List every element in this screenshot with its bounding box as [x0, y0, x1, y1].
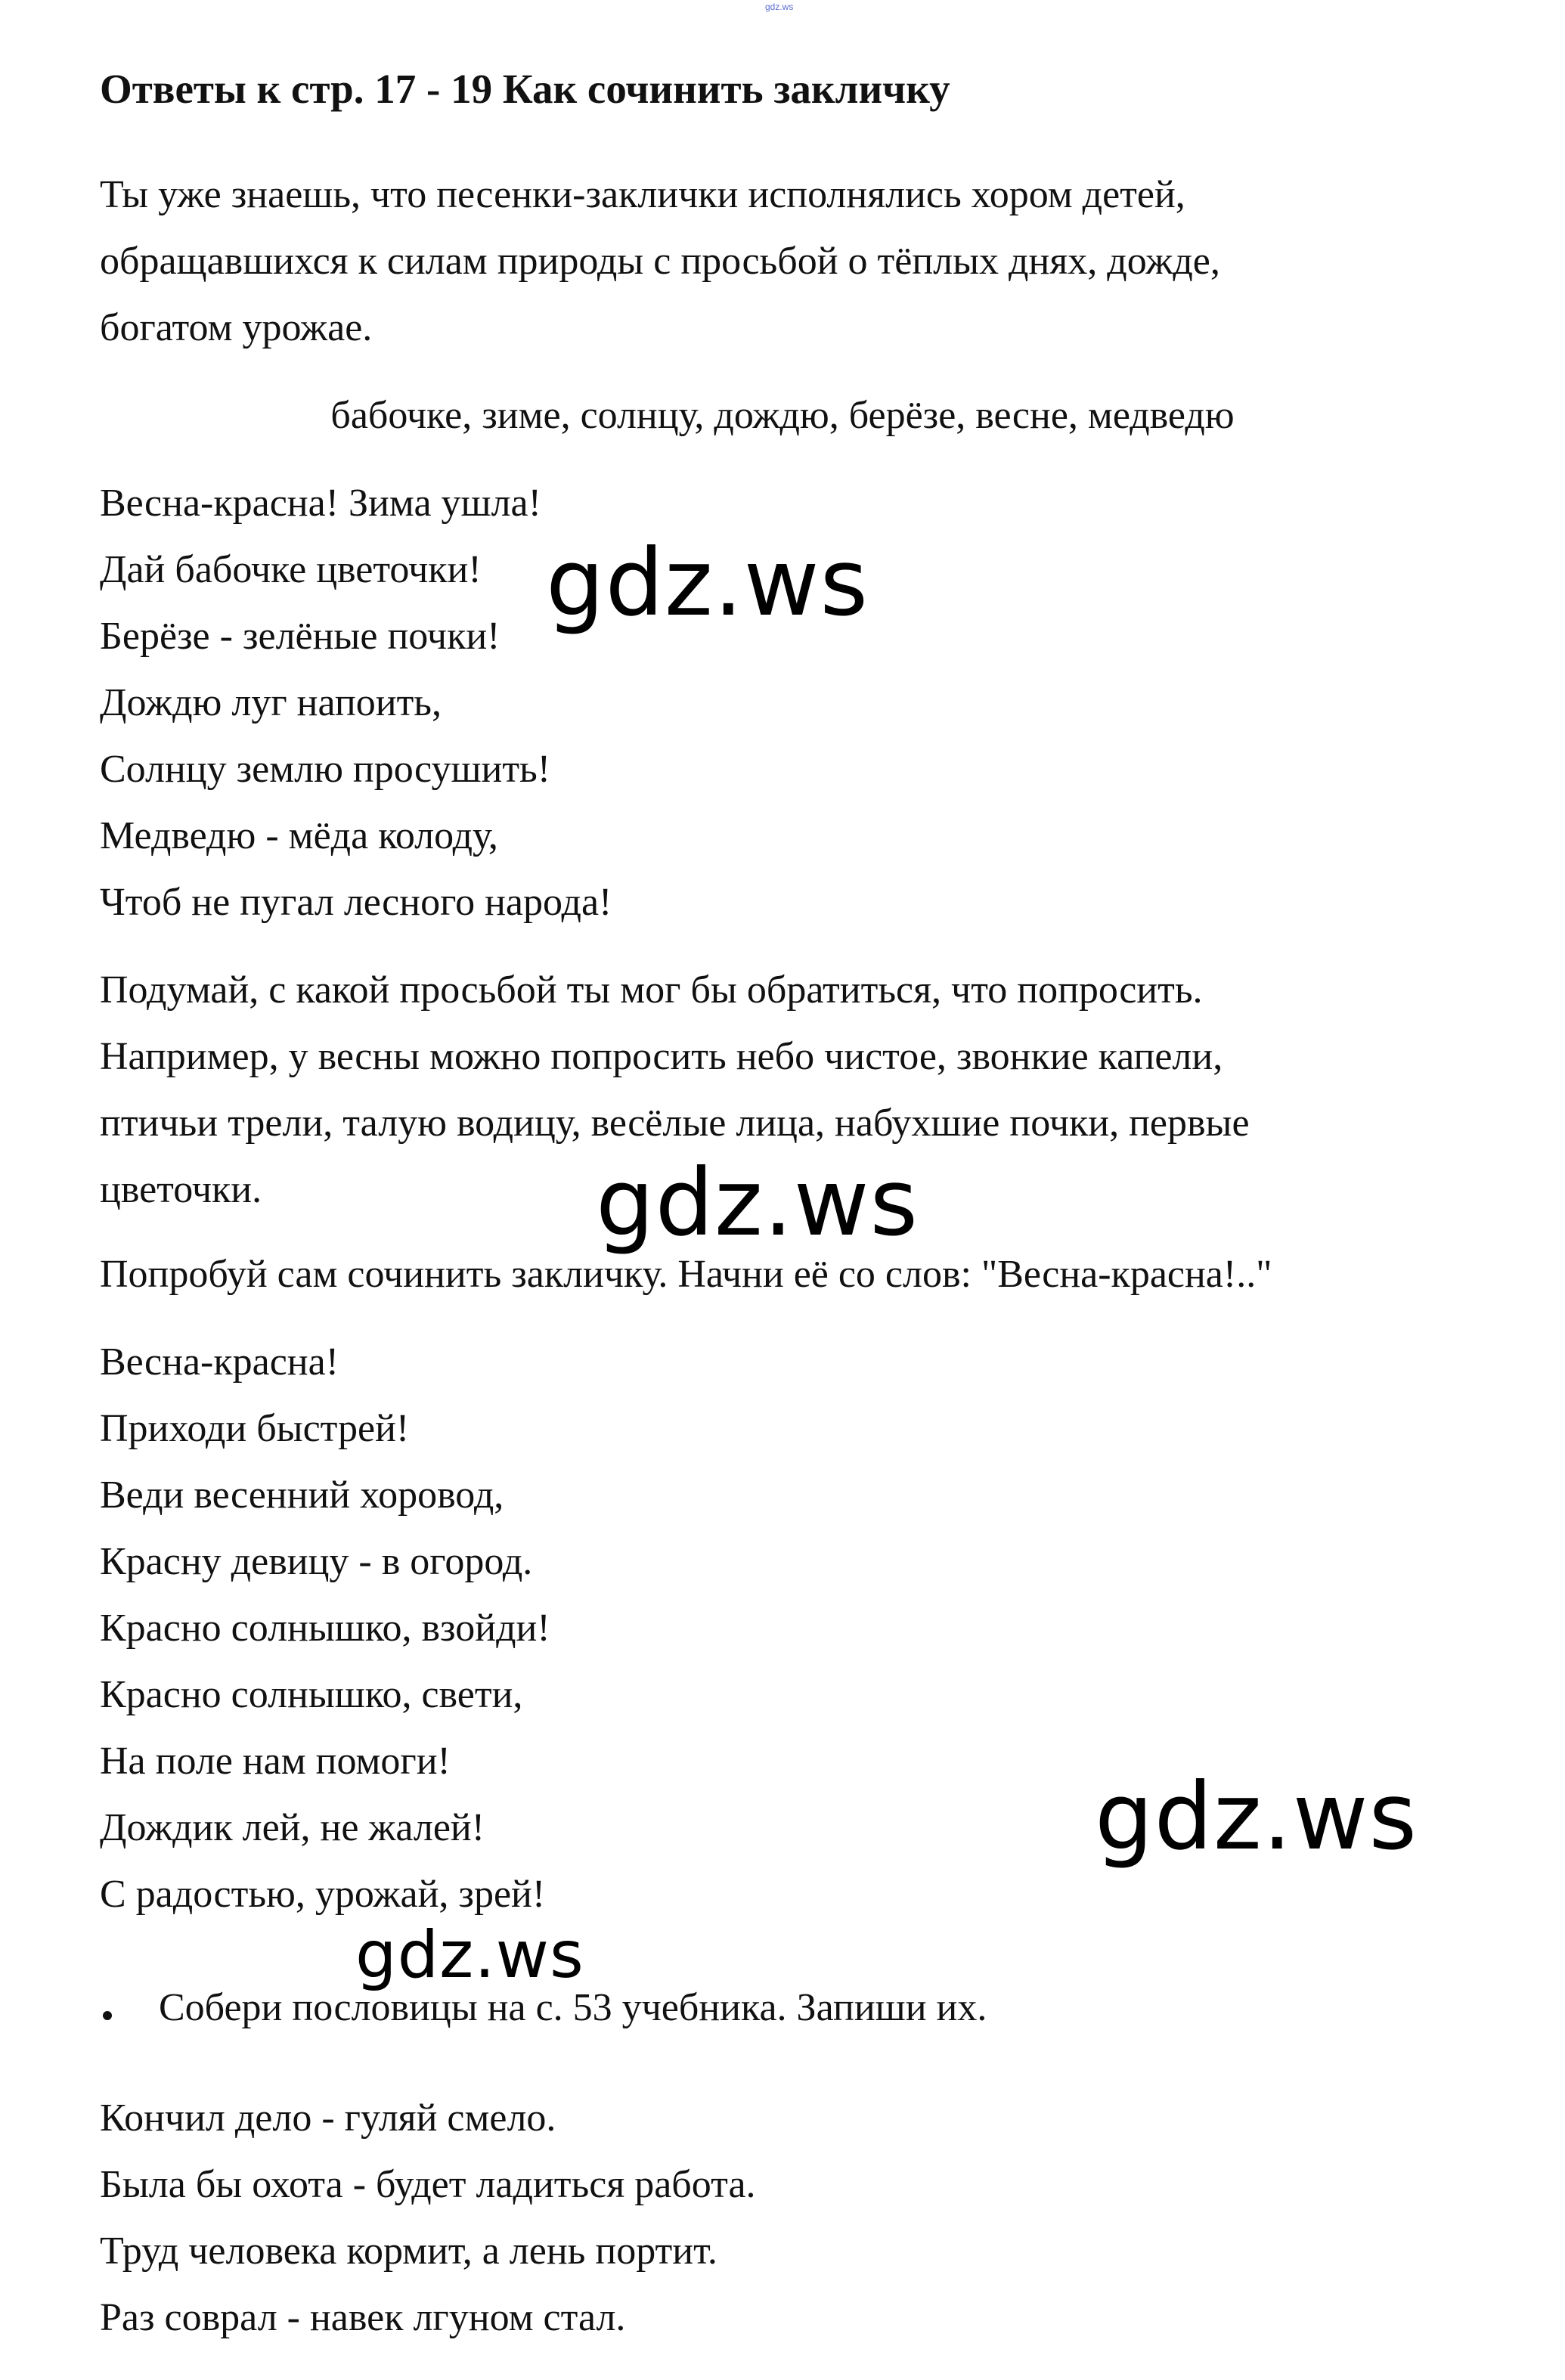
- poem2-line: Красно солнышко, свети,: [100, 1673, 523, 1716]
- task-line: Например, у весны можно попросить небо чистое, звонкие капели,: [100, 1035, 1223, 1078]
- poem2-line: На поле нам помоги!: [100, 1740, 451, 1783]
- poem2-line: Дождик лей, не жалей!: [100, 1806, 485, 1849]
- poem1-line: Весна-красна! Зима ушла!: [100, 482, 541, 525]
- bullet-text: Собери пословицы на с. 53 учебника. Запиши их.: [159, 1986, 987, 2029]
- poem2-line: Весна-красна!: [100, 1340, 339, 1384]
- watermark: gdz.ws: [355, 1917, 584, 1993]
- bullet-icon: [103, 2011, 112, 2020]
- proverb-line: Труд человека кормит, а лень портит.: [100, 2230, 717, 2273]
- watermark: gdz.ws: [1095, 1763, 1418, 1870]
- poem1-line: Дай бабочке цветочки!: [100, 548, 482, 591]
- words-line: бабочке, зиме, солнцу, дождю, берёзе, весне, медведю: [330, 394, 1235, 437]
- poem2-line: С радостью, урожай, зрей!: [100, 1873, 546, 1916]
- poem2-line: Веди весенний хоровод,: [100, 1474, 504, 1517]
- page-title: Ответы к стр. 17 - 19 Как сочинить закличку: [100, 66, 950, 112]
- watermark: gdz.ws: [596, 1149, 919, 1257]
- header-watermark: gdz.ws: [765, 2, 794, 12]
- watermark: gdz.ws: [546, 529, 869, 637]
- proverb-line: Раз соврал - навек лгуном стал.: [100, 2296, 626, 2339]
- intro-line: Ты уже знаешь, что песенки-заклички исполнялись хором детей,: [100, 173, 1185, 216]
- poem2-line: Красно солнышко, взойди!: [100, 1607, 550, 1650]
- task-line: Попробуй сам сочинить закличку. Начни её со слов: "Весна-красна!..": [100, 1253, 1272, 1296]
- proverb-line: Была бы охота - будет ладиться работа.: [100, 2163, 756, 2206]
- poem1-line: Дождю луг напоить,: [100, 681, 442, 724]
- poem1-line: Берёзе - зелёные почки!: [100, 615, 500, 658]
- poem2-line: Приходи быстрей!: [100, 1407, 410, 1450]
- poem1-line: Медведю - мёда колоду,: [100, 814, 498, 857]
- intro-line: богатом урожае.: [100, 306, 373, 349]
- intro-line: обращавшихся к силам природы с просьбой о тёплых днях, дожде,: [100, 240, 1220, 283]
- poem1-line: Чтоб не пугал лесного народа!: [100, 881, 612, 924]
- proverb-line: Кончил дело - гуляй смело.: [100, 2096, 556, 2140]
- task-line: Подумай, с какой просьбой ты мог бы обратиться, что попросить.: [100, 968, 1203, 1012]
- poem2-line: Красну девицу - в огород.: [100, 1540, 533, 1583]
- task-line: цветочки.: [100, 1168, 262, 1211]
- poem1-line: Солнцу землю просушить!: [100, 748, 551, 791]
- task-line: птичьи трели, талую водицу, весёлые лица, набухшие почки, первые: [100, 1102, 1250, 1145]
